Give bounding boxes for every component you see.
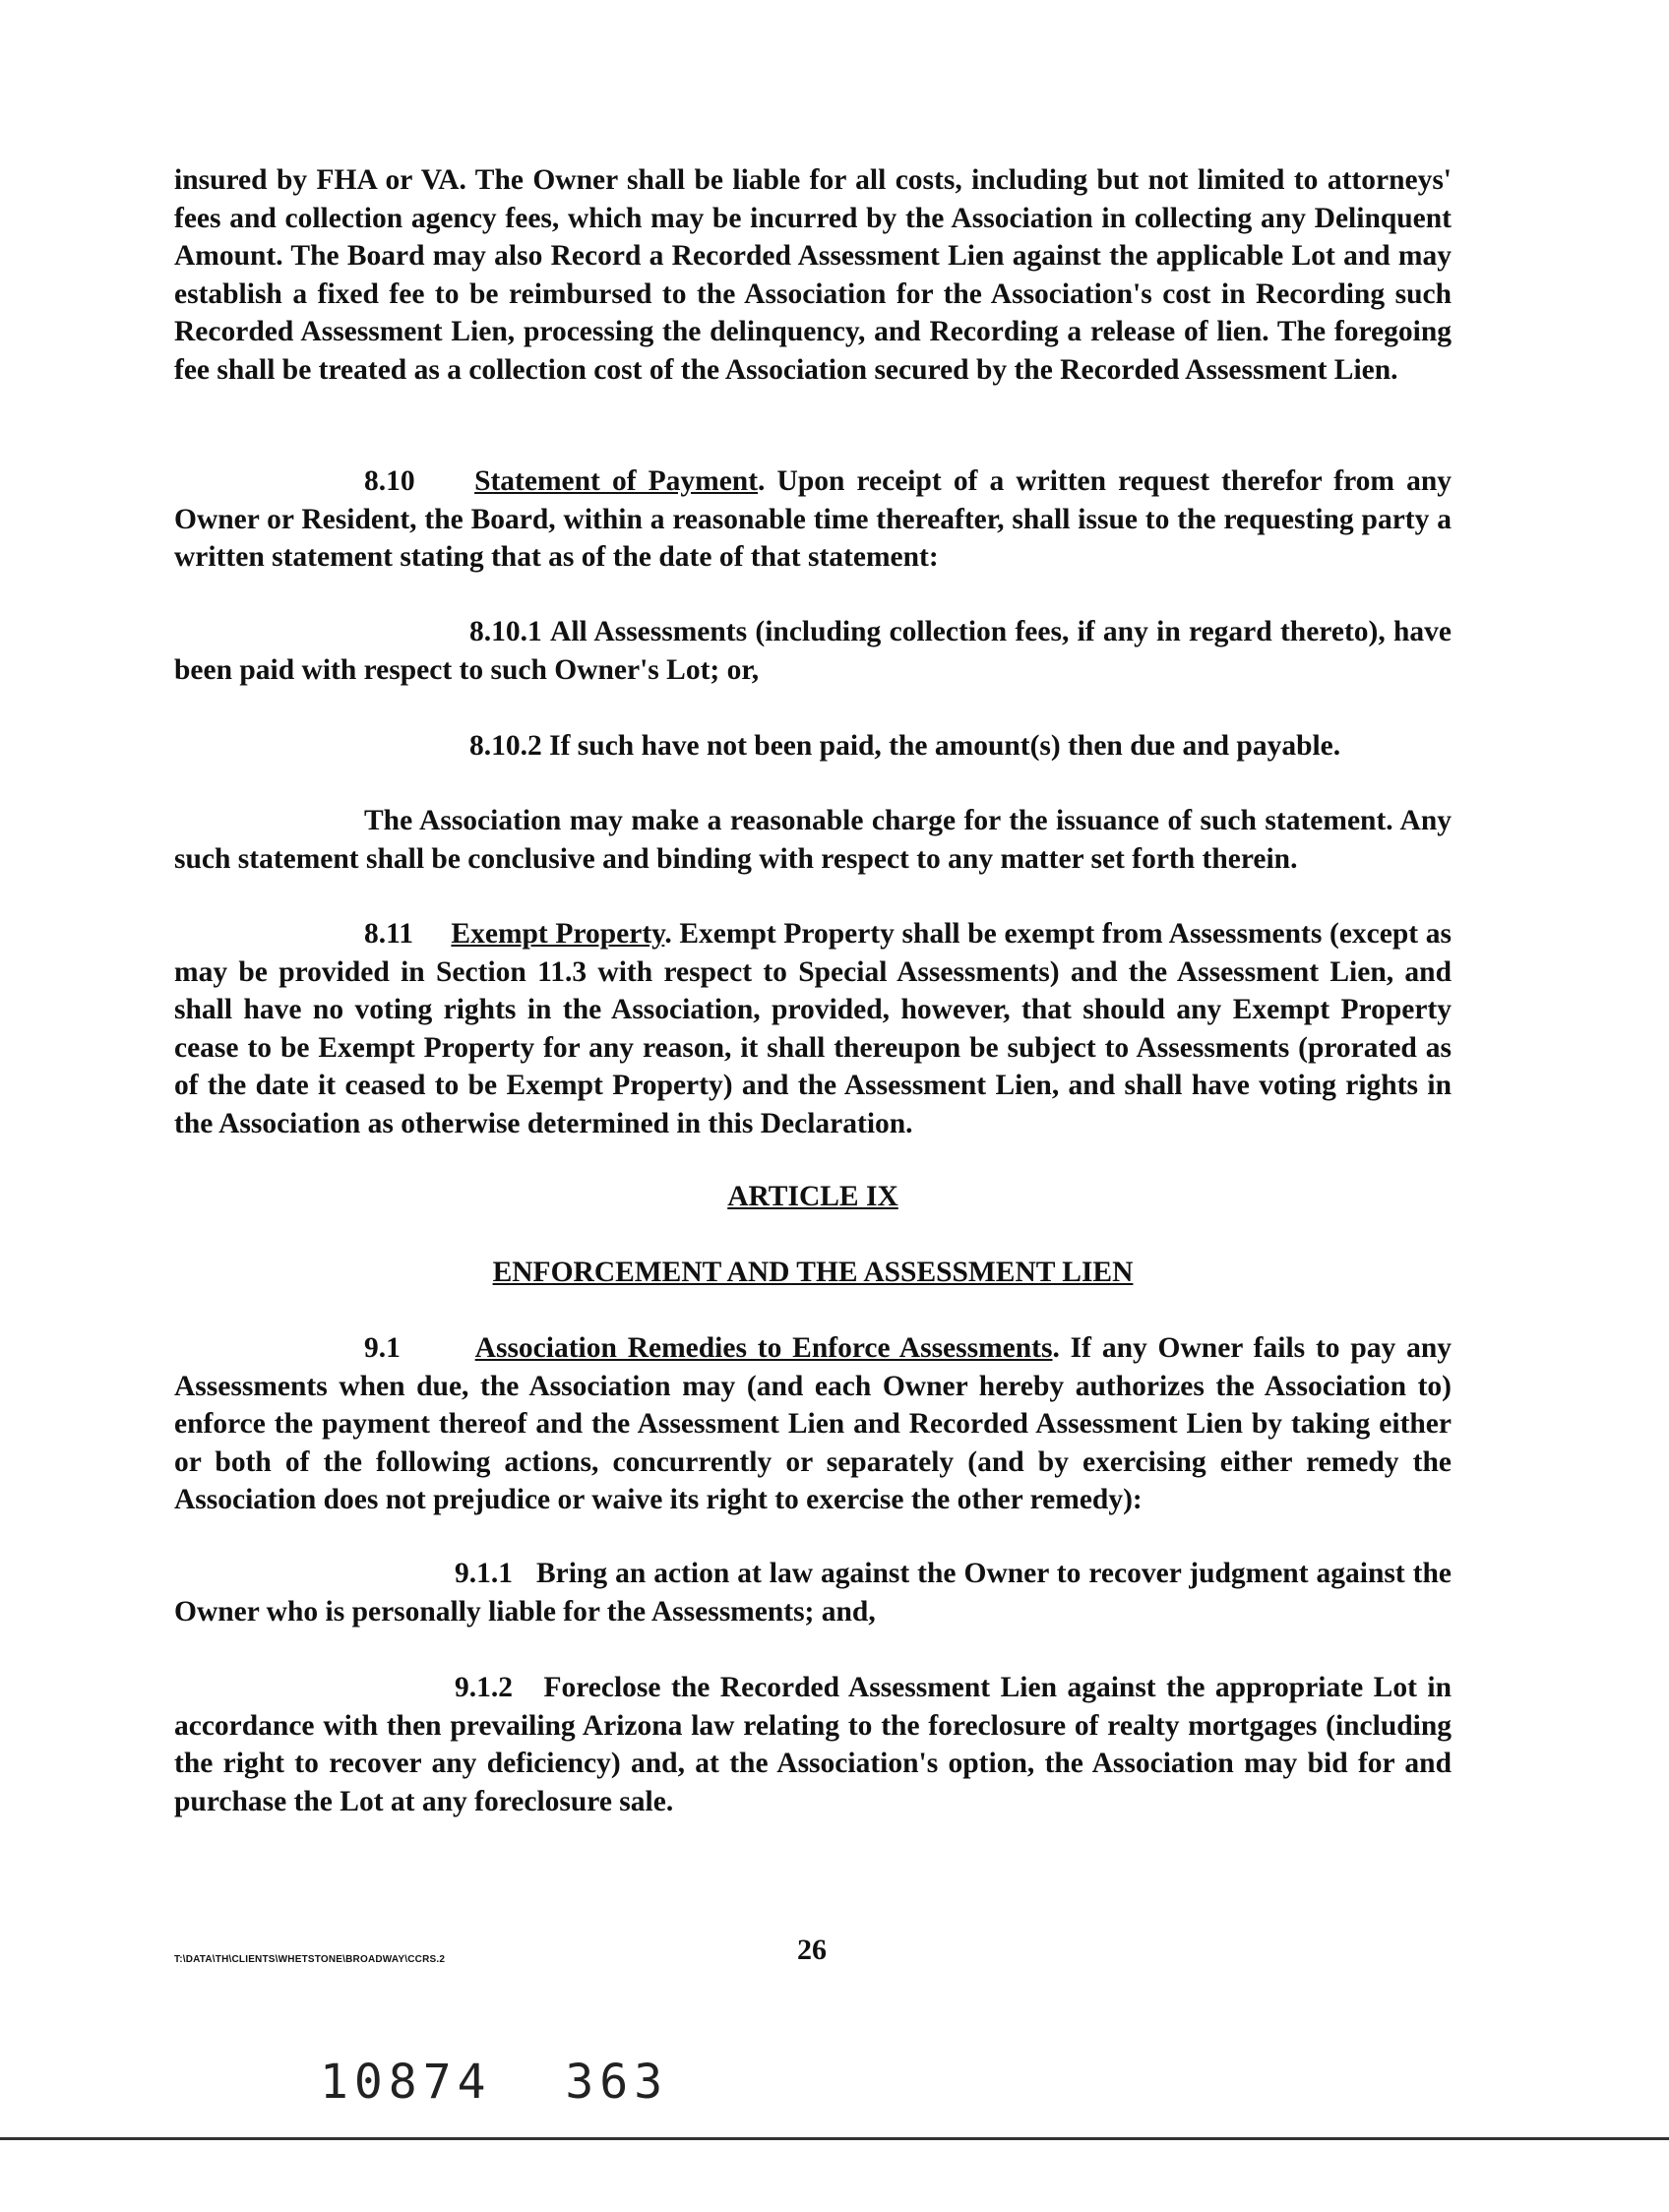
section-number: 8.11 bbox=[364, 918, 413, 950]
section-number: 9.1 bbox=[364, 1332, 401, 1364]
recording-page: 363 bbox=[565, 2055, 669, 2110]
subsection-text: Foreclose the Recorded Assessment Lien against the appropriate Lot in accordance with then prevailing Arizona law relating to the foreclosure of realty mortgages (including the right to recover any deficiency) and, at the Association's option, the Association may bid for and purchase the Lot at any foreclosure sale. bbox=[174, 1672, 1452, 1817]
subsection-text: If such have not been paid, the amount(s) then due and payable. bbox=[549, 730, 1341, 762]
paragraph-charge-text: The Association may make a reasonable charge for the issuance of such statement. Any such statement shall be conclusive and binding with respect to any matter set forth therein. bbox=[174, 805, 1452, 875]
recording-number bbox=[320, 2055, 668, 2110]
paragraph-charge bbox=[174, 802, 1452, 878]
article-title-text: ENFORCEMENT AND THE ASSESSMENT LIEN bbox=[492, 1257, 1134, 1288]
paragraph-intro-text: insured by FHA or VA. The Owner shall be liable for all costs, including but not limited to attorneys' fees and collection agency fees, which may be incurred by the Association in collecting any Delinquent Amount. The Board may also Record a Recorded Assessment Lien against the applicable Lot and may establish a fixed fee to be reimbursed to the Association for the Association's cost in Recording such Recorded Assessment Lien, processing the delinquency, and Recording a release of lien. The foregoing fee shall be treated as a collection cost of the Association secured by the Recorded Assessment Lien. bbox=[174, 164, 1452, 386]
subsection-text: All Assessments (including collection fees, if any in regard thereto), have been paid with respect to such Owner's Lot; or, bbox=[174, 616, 1453, 686]
section-text: . Upon receipt of a written request therefor from any Owner or Resident, the Board, within a reasonable time thereafter, shall issue to the requesting party a written statement stating that as of the date of that statement: bbox=[174, 465, 1453, 573]
bottom-rule bbox=[0, 2137, 1669, 2140]
article-number: ARTICLE IX bbox=[727, 1181, 898, 1212]
section-title: Statement of Payment bbox=[474, 465, 759, 497]
subsection-number: 8.10.2 bbox=[469, 730, 542, 762]
section-text: . Exempt Property shall be exempt from Assessments (except as may be provided in Section 11.3 with respect to Special Assessments) and the Assessment Lien, and shall have no voting rights in the Association, provided, however, that should any Exempt Property cease to be Exempt Property for any reason, it shall thereupon be subject to Assessments (prorated as of the date it ceased to be Exempt Property) and the Assessment Lien, and shall have voting rights in the Association as otherwise determined in this Declaration. bbox=[174, 918, 1453, 1139]
footer-file-path: T:\DATA\TH\CLIENTS\WHETSTONE\BROADWAY\CCRS.2 bbox=[174, 1954, 446, 1965]
section-8-10-2 bbox=[174, 727, 1452, 766]
section-9-1-1 bbox=[174, 1555, 1452, 1630]
section-8-11 bbox=[174, 915, 1452, 1142]
section-8-10-1 bbox=[174, 613, 1452, 689]
page-number: 26 bbox=[797, 1934, 827, 1966]
section-number: 8.10 bbox=[364, 465, 415, 497]
section-title: Association Remedies to Enforce Assessments bbox=[474, 1332, 1053, 1364]
article-heading bbox=[174, 1178, 1452, 1216]
section-9-1-2 bbox=[174, 1669, 1452, 1820]
section-text: . If any Owner fails to pay any Assessments when due, the Association may (and each Owner hereby authorizes the Association to) enforce the payment thereof and the Assessment Lien and Recorded Assessment Lien by taking either or both of the following actions, concurrently or separately (and by exercising either remedy the Association does not prejudice or waive its right to exercise the other remedy): bbox=[174, 1332, 1452, 1515]
section-8-10 bbox=[174, 462, 1452, 577]
recording-book: 10874 bbox=[320, 2055, 492, 2110]
subsection-number: 9.1.2 bbox=[455, 1672, 513, 1703]
section-9-1 bbox=[174, 1329, 1452, 1519]
subsection-number: 9.1.1 bbox=[455, 1558, 513, 1589]
paragraph-intro bbox=[174, 161, 1452, 389]
subsection-text: Bring an action at law against the Owner to recover judgment against the Owner who is personally liable for the Assessments; and, bbox=[174, 1558, 1452, 1628]
subsection-number: 8.10.1 bbox=[469, 616, 542, 647]
section-title: Exempt Property bbox=[451, 918, 665, 950]
article-title bbox=[174, 1254, 1452, 1292]
